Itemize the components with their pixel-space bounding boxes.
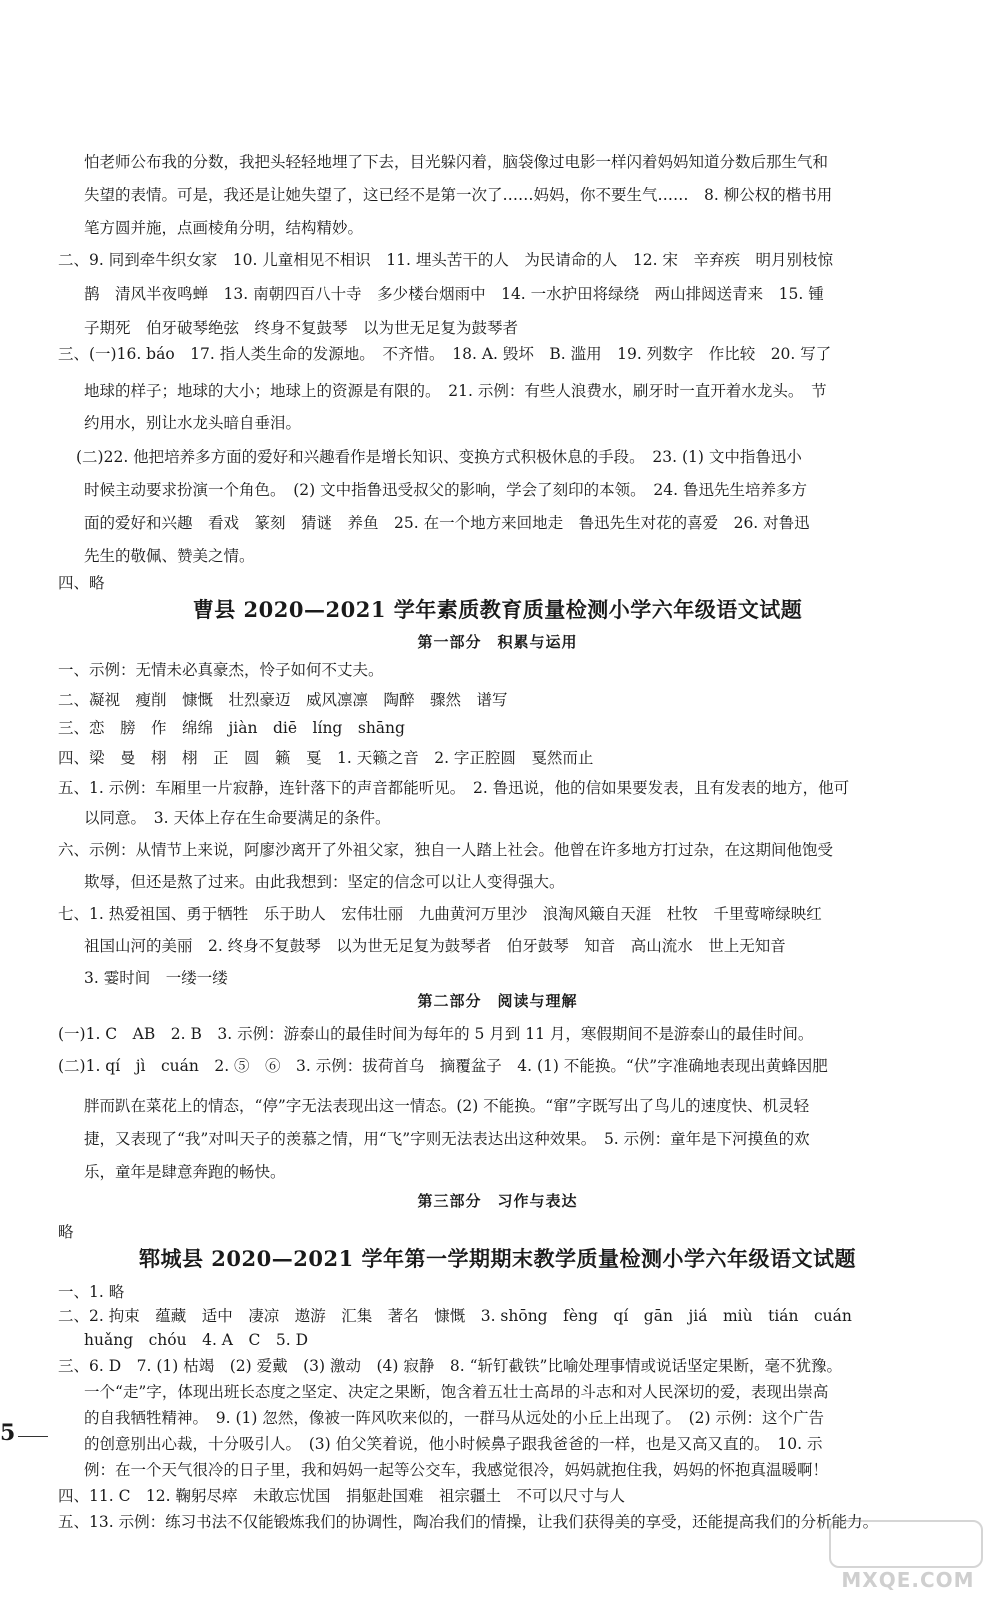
- text-line: 一、示例：无情未必真豪杰，怜子如何不丈夫。: [58, 661, 384, 679]
- text-line: 先生的敬佩、赞美之情。: [84, 547, 255, 565]
- text-line: 五、13. 示例：练习书法不仅能锻炼我们的协调性，陶冶我们的情操，让我们获得美的享受，还能提高我们的分析能力。: [58, 1513, 879, 1531]
- section-heading: 第二部分 阅读与理解: [417, 992, 578, 1010]
- text-line: 鹊 清风半夜鸣蝉 13. 南朝四百八十寺 多少楼台烟雨中 14. 一水护田将绿绕 两山排闼送青来 15. 锺: [84, 285, 824, 303]
- watermark-url: MXQE.COM: [841, 1568, 975, 1592]
- page-number-rule: [18, 1436, 48, 1437]
- text-line: 三、6. D 7. (1) 枯竭 (2) 爱戴 (3) 激动 (4) 寂静 8. “斩钉截铁”比喻处理事情或说话坚定果断，毫不犹豫。: [58, 1357, 842, 1375]
- text-line: 捷，又表现了“我”对叫天子的羡慕之情，用“飞”字则无法表达出这种效果。 5. 示例：童年是下河摸鱼的欢: [84, 1130, 810, 1148]
- text-line: 怕老师公布我的分数，我把头轻轻地埋了下去，目光躲闪着，脑袋像过电影一样闪着妈妈知道分数后那生气和: [84, 153, 829, 171]
- text-line: 约用水，别让水龙头暗自垂泪。: [84, 414, 302, 432]
- text-line: 二、9. 同到牵牛织女家 10. 儿童相见不相识 11. 埋头苦干的人 为民请命的人 12. 宋 辛弃疾 明月别枝惊: [58, 251, 833, 269]
- text-line: 三、恋 膀 作 绵绵 jiàn diē líng shāng: [58, 719, 405, 737]
- text-line: 三、(一)16. báo 17. 指人类生命的发源地。 不齐惜。 18. A. 毁坏 B. 滥用 19. 列数字 作比较 20. 写了: [58, 345, 832, 363]
- text-line: 以同意。 3. 天体上存在生命要满足的条件。: [84, 809, 391, 827]
- text-line: 四、11. C 12. 鞠躬尽瘁 未敢忘忧国 捐躯赴国难 祖宗疆土 不可以尺寸与人: [58, 1487, 626, 1505]
- text-line: 四、略: [58, 574, 105, 592]
- text-line: 子期死 伯牙破琴绝弦 终身不复鼓琴 以为世无足复为鼓琴者: [84, 319, 519, 337]
- text-line: 失望的表情。可是，我还是让她失望了，这已经不是第一次了……妈妈，你不要生气…… 8. 柳公权的楷书用: [84, 186, 833, 204]
- text-line: 四、梁 曼 栩 栩 正 圆 籁 戛 1. 天籁之音 2. 字正腔圆 戛然而止: [58, 749, 594, 767]
- text-line: 的创意别出心裁，十分吸引人。 (3) 伯父笑着说，他小时候鼻子跟我爸爸的一样，也是又高又直的。 10. 示: [84, 1435, 823, 1453]
- text-line: 一个“走”字，体现出班长态度之坚定、决定之果断，饱含着五壮士高昂的斗志和对人民深切的爱，表现出崇高: [84, 1383, 829, 1401]
- text-line: 二、凝视 瘦削 慷慨 壮烈豪迈 威风凛凛 陶醉 骤然 谱写: [58, 691, 508, 709]
- text-line: 例：在一个天气很冷的日子里，我和妈妈一起等公交车，我感觉很冷，妈妈就抱住我，妈妈的怀抱真温暖啊！: [84, 1461, 829, 1479]
- text-line: 时候主动要求扮演一个角色。 (2) 文中指鲁迅受叔父的影响，学会了刻印的本领。 24. 鲁迅先生培养多方: [84, 481, 807, 499]
- page-number: 5: [0, 1420, 16, 1446]
- text-line: (二)1. qí jì cuán 2. ⑤ ⑥ 3. 示例：拔荷首乌 摘覆盆子 4. (1) 不能换。“伏”字准确地表现出黄蜂因肥: [58, 1057, 828, 1075]
- text-line: 五、1. 示例：车厢里一片寂静，连针落下的声音都能听见。 2. 鲁迅说，他的信如果要发表，且有发表的地方，他可: [58, 779, 850, 797]
- watermark-logo: [829, 1520, 983, 1568]
- text-line: 胖而趴在菜花上的情态，“停”字无法表现出这一情态。(2) 不能换。“窜”字既写出了鸟儿的速度快、机灵轻: [84, 1097, 810, 1115]
- text-line: huǎng chóu 4. A C 5. D: [84, 1331, 309, 1349]
- text-line: 七、1. 热爱祖国、勇于牺牲 乐于助人 宏伟壮丽 九曲黄河万里沙 浪淘风簸自天涯 杜牧 千里莺啼绿映红: [58, 905, 822, 923]
- text-line: 欺辱，但还是熬了过来。由此我想到：坚定的信念可以让人变得强大。: [84, 873, 565, 891]
- text-line: 六、示例：从情节上来说，阿廖沙离开了外祖父家，独自一人踏上社会。他曾在许多地方打过杂，在这期间他饱受: [58, 841, 834, 859]
- watermark: [833, 1520, 983, 1592]
- text-line: 二、2. 拘束 蕴藏 适中 凄凉 遨游 汇集 著名 慷慨 3. shōng fèng qí gān jiá miù tián cuán: [58, 1307, 852, 1325]
- text-line: (一)1. C AB 2. B 3. 示例：游泰山的最佳时间为每年的 5 月到 11 月，寒假期间不是游泰山的最佳时间。: [58, 1025, 814, 1043]
- text-line: 的自我牺牲精神。 9. (1) 忽然，像被一阵风吹来似的，一群马从远处的小丘上出现了。 (2) 示例：这个广告: [84, 1409, 824, 1427]
- exam-title: 曹县 2020—2021 学年素质教育质量检测小学六年级语文试题: [192, 597, 803, 622]
- exam-title: 郓城县 2020—2021 学年第一学期期末教学质量检测小学六年级语文试题: [138, 1246, 856, 1271]
- text-line: 笔方圆并施，点画棱角分明，结构精妙。: [84, 219, 364, 237]
- text-line: 面的爱好和兴趣 看戏 篆刻 猜谜 养鱼 25. 在一个地方来回地走 鲁迅先生对花的喜爱 26. 对鲁迅: [84, 514, 810, 532]
- text-line: 祖国山河的美丽 2. 终身不复鼓琴 以为世无足复为鼓琴者 伯牙鼓琴 知音 高山流水 世上无知音: [84, 937, 786, 955]
- text-line: 地球的样子；地球的大小；地球上的资源是有限的。 21. 示例：有些人浪费水，刷牙时一直开着水龙头。 节: [84, 382, 827, 400]
- text-line: 乐，童年是肆意奔跑的畅快。: [84, 1163, 286, 1181]
- section-heading: 第三部分 习作与表达: [417, 1192, 578, 1210]
- text-line: 3. 霎时间 一缕一缕: [84, 969, 228, 987]
- text-line: (二)22. 他把培养多方面的爱好和兴趣看作是增长知识、变换方式积极休息的手段。 23. (1) 文中指鲁迅小: [76, 448, 802, 466]
- section-heading: 第一部分 积累与运用: [417, 633, 578, 651]
- text-line: 一、1. 略: [58, 1283, 125, 1301]
- text-line: 略: [58, 1223, 74, 1241]
